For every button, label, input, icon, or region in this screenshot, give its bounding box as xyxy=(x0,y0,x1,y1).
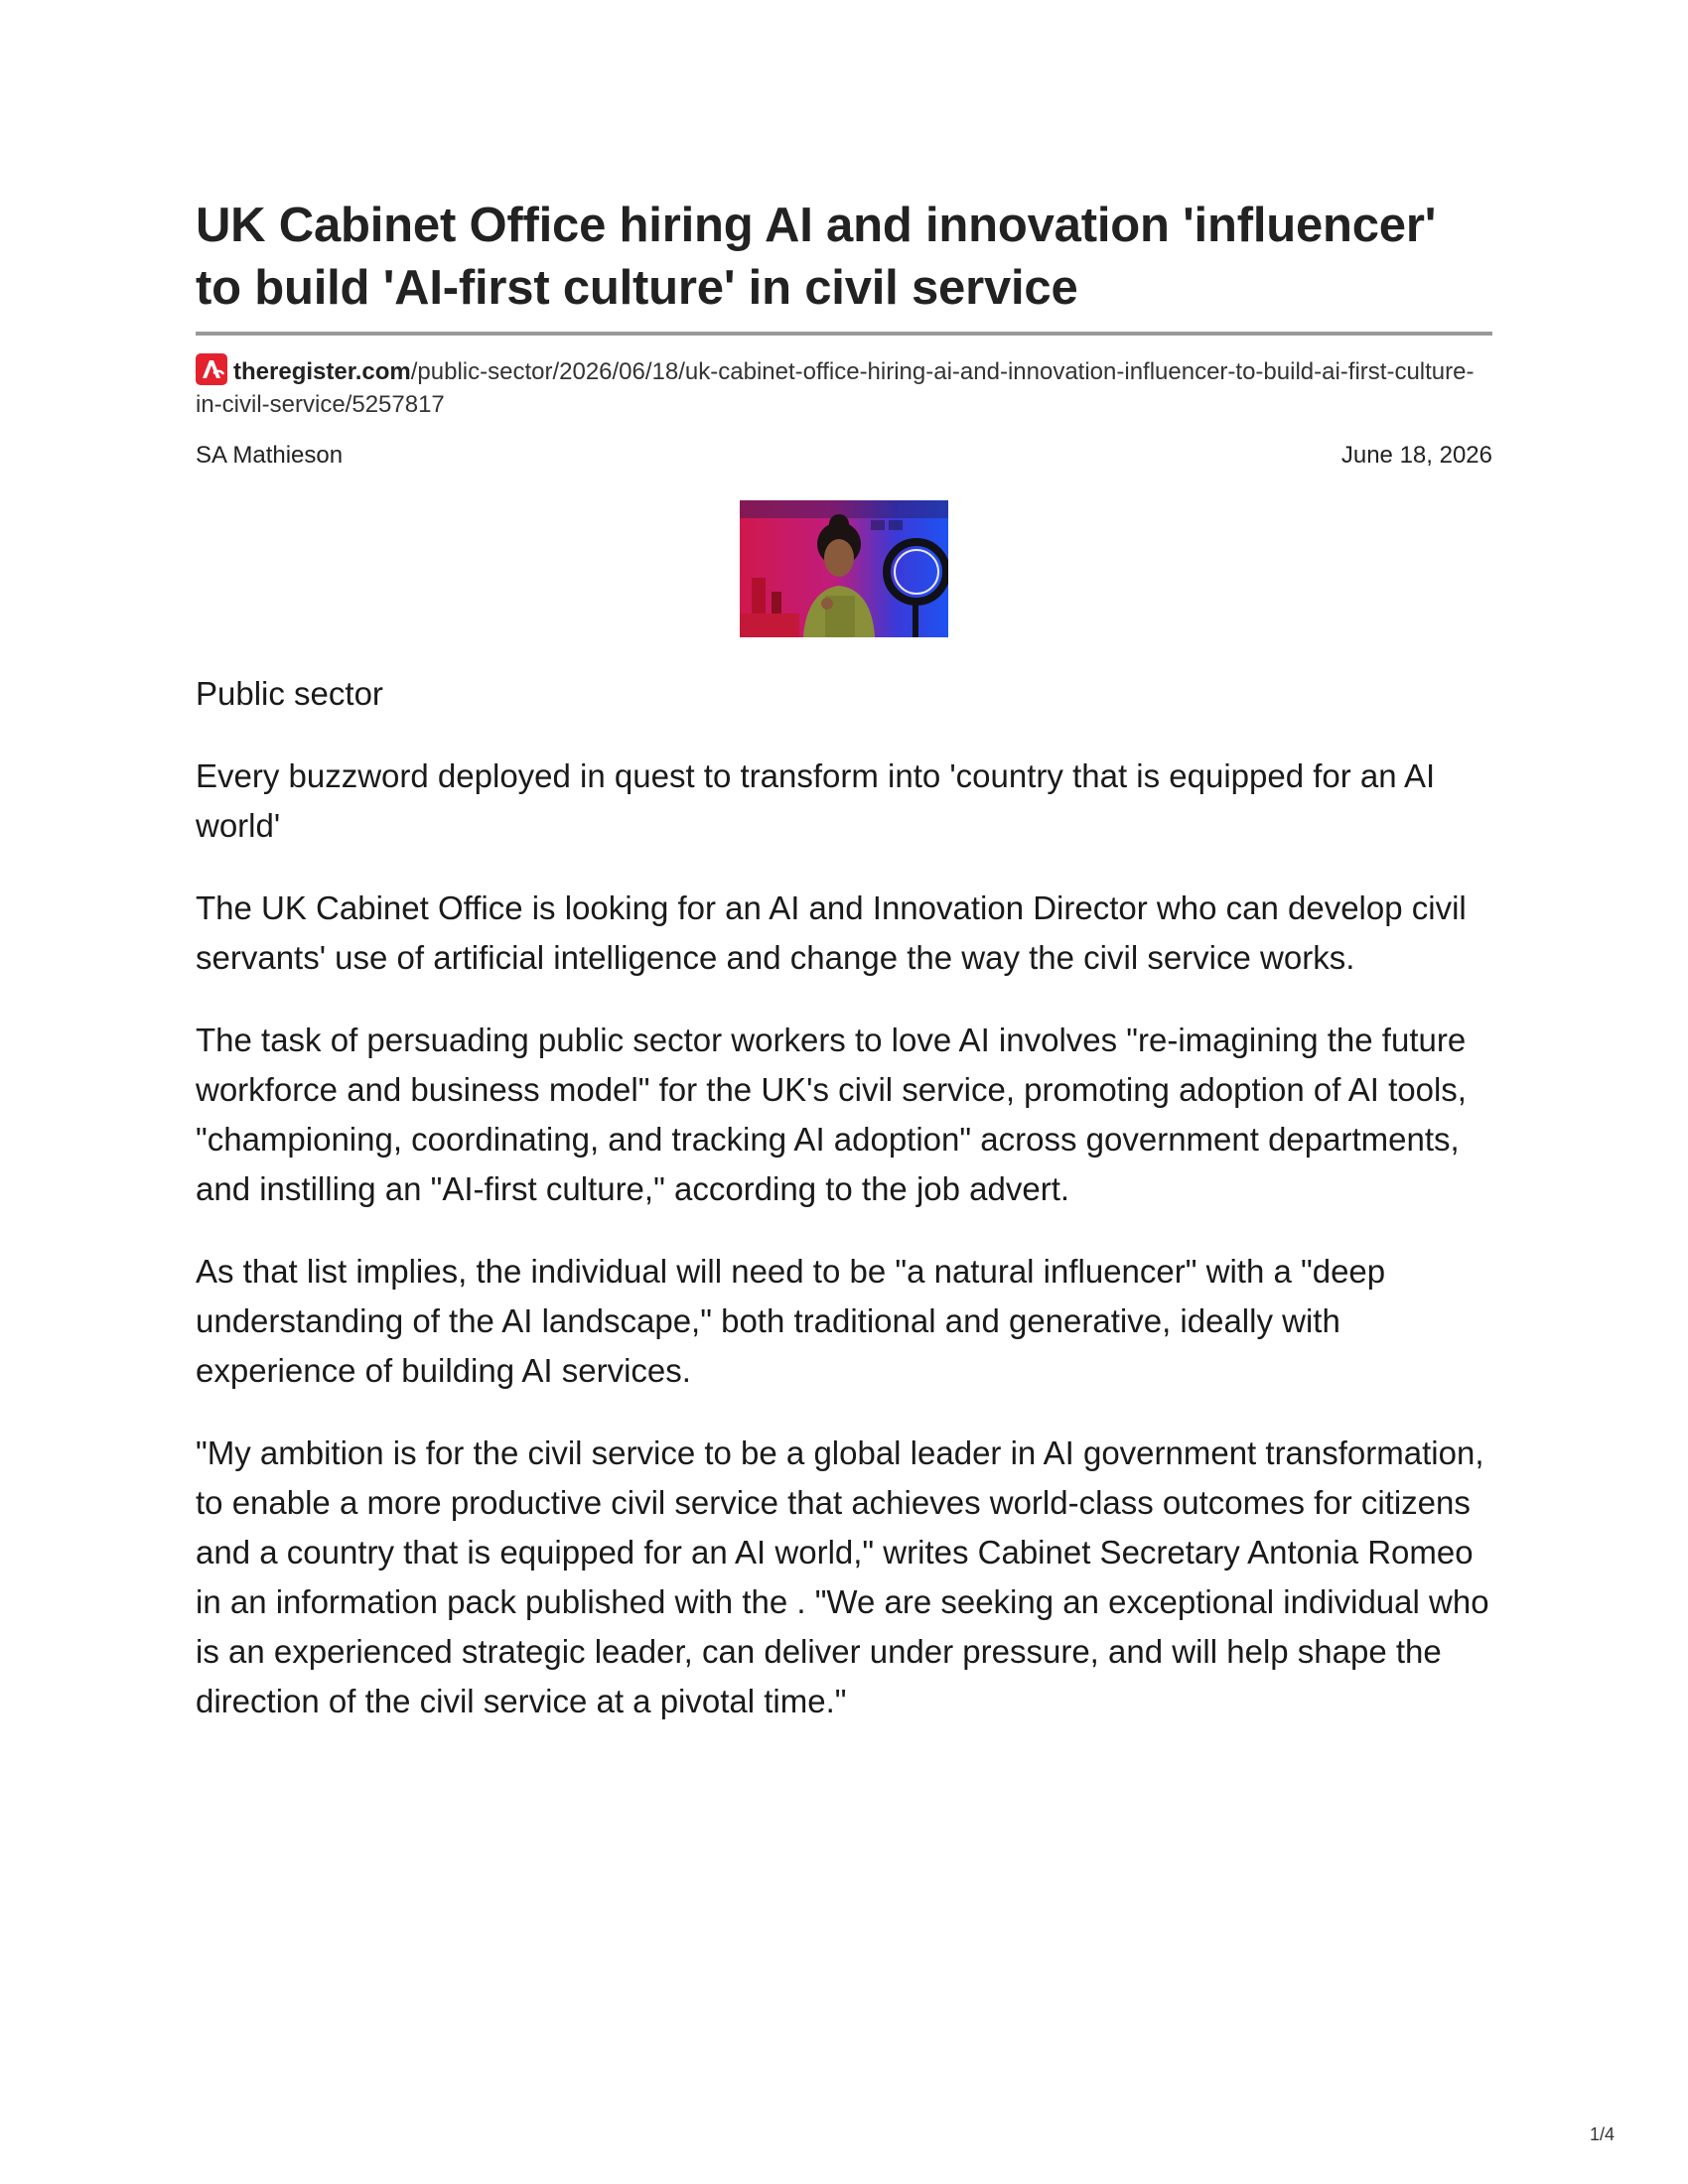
article-paragraph: Public sector xyxy=(196,675,383,712)
article-title: UK Cabinet Office hiring AI and innovation 'influencer' to build 'AI-first culture' in civil service xyxy=(196,199,1437,315)
source-path: /public-sector/2026/06/18/uk-cabinet-office-hiring-ai-and-innovation-influencer-to-build-ai-first-culture-in-civil-service/5257817 xyxy=(196,358,1475,418)
article-meta xyxy=(196,441,1492,471)
article-paragraph: As that list implies, the individual will need to be "a natural influencer" with a "deep understanding of the AI landscape," both traditional and generative, ideally with experience of building AI services. xyxy=(196,1253,1386,1389)
article xyxy=(196,195,1492,1759)
article-paragraph: The task of persuading public sector workers to love AI involves "re-imagining the future workforce and business model" for the UK's civil service, promoting adoption of AI tools, "championing, coordinating, and tracking AI adoption" across government departments, and instilling an "AI-first culture," according to the job advert. xyxy=(196,1022,1467,1207)
page-number: 1/4 xyxy=(1589,2124,1615,2144)
article-body xyxy=(196,669,1492,1726)
article-hero-photo xyxy=(740,500,948,637)
article-paragraph: Every buzzword deployed in quest to transform into 'country that is equipped for an AI world' xyxy=(196,757,1436,844)
article-paragraph: "My ambition is for the civil service to be a global leader in AI government transformation, to enable a more productive civil service that achieves world-class outcomes for citizens and a country that is equipped for an AI world," writes Cabinet Secretary Antonia Romeo in an information pack published with the . "We are seeking an exceptional individual who is an experienced strategic leader, can deliver under pressure, and will help shape the direction of the civil service at a pivotal time." xyxy=(196,1434,1489,1719)
article-paragraph: The UK Cabinet Office is looking for an AI and Innovation Director who can develop civil servants' use of artificial intelligence and change the way the civil service works. xyxy=(196,889,1467,976)
title-divider xyxy=(196,332,1492,336)
publish-date: June 18, 2026 xyxy=(1340,442,1492,469)
the-register-logo-icon xyxy=(196,353,227,385)
hero-image-container xyxy=(196,500,1492,637)
author: SA Mathieson xyxy=(196,442,344,469)
source-domain: theregister.com xyxy=(233,358,411,385)
source-link[interactable] xyxy=(196,353,1492,421)
